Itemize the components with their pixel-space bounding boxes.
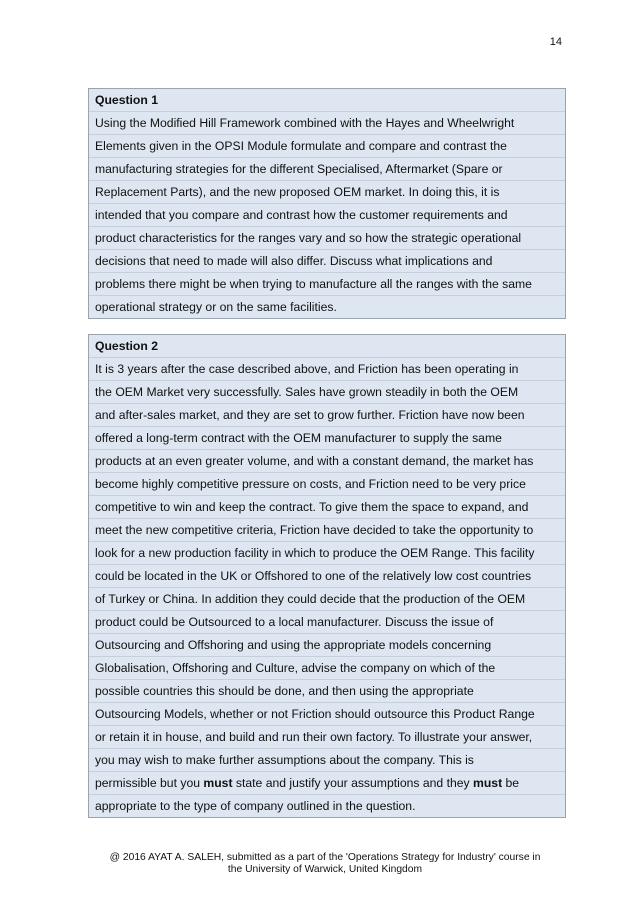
question-2-line: meet the new competitive criteria, Friction have decided to take the opportunity to	[89, 519, 565, 542]
question-1-line: decisions that need to made will also differ. Discuss what implications and	[89, 250, 565, 273]
question-2-line-emphasis	[89, 772, 565, 795]
question-2-line: It is 3 years after the case described above, and Friction has been operating in	[89, 358, 565, 381]
question-2-line: product could be Outsourced to a local manufacturer. Discuss the issue of	[89, 611, 565, 634]
question-2-box	[88, 334, 566, 818]
emphasis-must: must	[203, 776, 233, 790]
page-number: 14	[549, 36, 562, 48]
question-1-line: product characteristics for the ranges vary and so how the strategic operational	[89, 227, 565, 250]
question-1-line: Using the Modified Hill Framework combined with the Hayes and Wheelwright	[89, 112, 565, 135]
question-2-line: of Turkey or China. In addition they could decide that the production of the OEM	[89, 588, 565, 611]
question-1-line: intended that you compare and contrast how the customer requirements and	[89, 204, 565, 227]
question-1-line: Elements given in the OPSI Module formulate and compare and contrast the	[89, 135, 565, 158]
question-2-line: offered a long-term contract with the OEM manufacturer to supply the same	[89, 427, 565, 450]
footer-line-1: @ 2016 AYAT A. SALEH, submitted as a part of the 'Operations Strategy for Industry' course in	[109, 852, 541, 863]
question-2-line: you may wish to make further assumptions about the company. This is	[89, 749, 565, 772]
question-1-line: Replacement Parts), and the new proposed OEM market. In doing this, it is	[89, 181, 565, 204]
question-2-line: and after-sales market, and they are set to grow further. Friction have now been	[89, 404, 565, 427]
question-1-line: operational strategy or on the same facilities.	[95, 300, 337, 314]
line-text: permissible but you	[95, 776, 204, 790]
footer-line-2: the University of Warwick, United Kingdom	[227, 864, 423, 875]
question-1-title: Question 1	[89, 89, 565, 112]
question-2-line: could be located in the UK or Offshored to one of the relatively low cost countries	[89, 565, 565, 588]
question-1-box	[88, 88, 566, 319]
question-2-line: possible countries this should be done, and then using the appropriate	[89, 680, 565, 703]
question-2-line: competitive to win and keep the contract. To give them the space to expand, and	[89, 496, 565, 519]
question-2-title: Question 2	[89, 335, 565, 358]
question-2-line: or retain it in house, and build and run their own factory. To illustrate your answer,	[89, 726, 565, 749]
question-2-line: products at an even greater volume, and with a constant demand, the market has	[89, 450, 565, 473]
question-2-line: look for a new production facility in which to produce the OEM Range. This facility	[89, 542, 565, 565]
question-2-line: Globalisation, Offshoring and Culture, advise the company on which of the	[89, 657, 565, 680]
line-text: state and justify your assumptions and they	[232, 776, 474, 790]
question-2-line: Outsourcing Models, whether or not Friction should outsource this Product Range	[89, 703, 565, 726]
emphasis-must: must	[473, 776, 503, 790]
question-1-line: manufacturing strategies for the different Specialised, Aftermarket (Spare or	[89, 158, 565, 181]
question-2-line: appropriate to the type of company outlined in the question.	[95, 799, 416, 813]
question-2-line: become highly competitive pressure on costs, and Friction need to be very price	[89, 473, 565, 496]
question-2-line: the OEM Market very successfully. Sales have grown steadily in both the OEM	[89, 381, 565, 404]
question-1-line: problems there might be when trying to manufacture all the ranges with the same	[89, 273, 565, 296]
question-2-line: Outsourcing and Offshoring and using the appropriate models concerning	[89, 634, 565, 657]
footer	[90, 852, 560, 876]
line-text: be	[502, 776, 520, 790]
